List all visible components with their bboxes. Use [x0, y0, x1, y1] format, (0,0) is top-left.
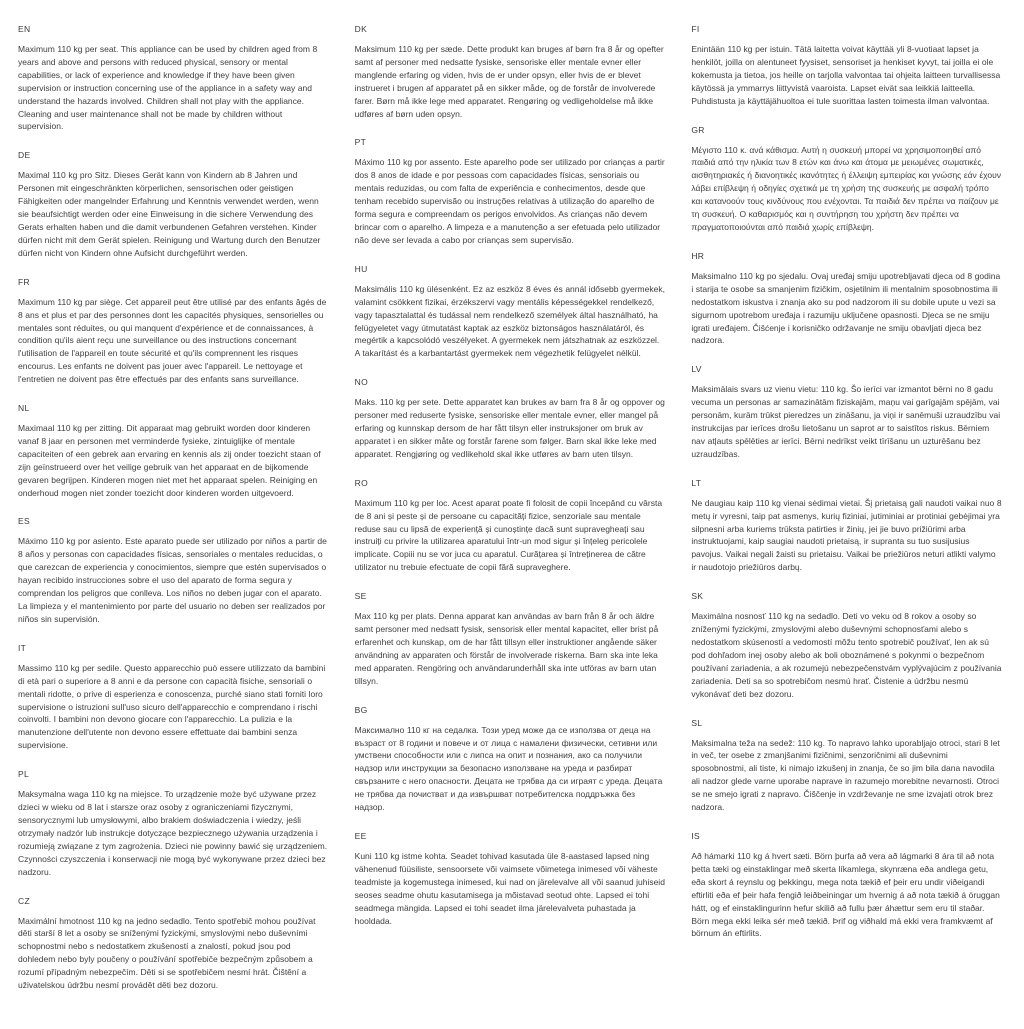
language-block-it [18, 643, 329, 752]
language-code: SE [354, 591, 367, 602]
text-columns [18, 24, 1002, 1009]
language-text: Massimo 110 kg per sedile. Questo apparecchio può essere utilizzato da bambini di età pari o superiore a 8 anni e da persone con capacità fisiche, sensoriali o mentali ridotte, o prive di esperienza e conoscenza, purché siano stati forniti loro supervisione o istruzioni sull'uso sicuro dell'apparecchio e comprendano i rischi coinvolti. I bambini non devono giocare con l'apparecchio. La pulizia e la manutenzione dell'utente non devono essere effettuate dai bambini senza supervisione. [18, 662, 326, 751]
language-block-hr [691, 251, 1002, 347]
language-text: Max 110 kg per plats. Denna apparat kan användas av barn från 8 år och äldre samt personer med nedsatt fysisk, sensorisk eller mental kapacitet, eller brist på erfarenhet och kunskap, om de har fått tillsyn eller instruktioner angående säker användning av apparaten och förstår de involverade riskerna. Barn ska inte leka med apparaten. Rengöring och användarunderhåll ska inte utföras av barn utan tillsyn. [354, 611, 659, 686]
language-text: Að hámarki 110 kg á hvert sæti. Börn þurfa að vera að lágmarki 8 ára til að nota þetta tæki og einstaklingar með skerta líkamlega, skynræna eða andlega getu, eða skort á reynslu og þekkingu, mega nota tækið ef þeir eru undir viðeigandi eftirliti eða ef þeir hafa fengið leiðbeiningar um hvernig á að nota tækið á öruggan hátt, og ef einstaklingurinn hefur skilið að fullu þær áhættur sem eru til staðar. Börn mega ekki leika sér með tækið. Þrif og viðhald má ekki vera framkvæmt af börnum án eftirlits. [691, 850, 1000, 939]
language-block-ro [355, 478, 666, 574]
language-block-nl [18, 403, 329, 499]
language-text: Maximální hmotnost 110 kg na jedno sedadlo. Tento spotřebič mohou používat děti starší 8 let a osoby se sníženými fyzickými, smyslovými nebo duševními schopnostmi nebo s nedostatkem zkušeností a znalostí, pokud jsou pod dohledem nebo byly poučeny o používání spotřebiče bezpečným způsobem a rozumí případným nebezpečím. Děti si se spotřebičem nesmí hrát. Čištění a uživatelskou údržbu nesmí provádět děti bez dozoru. [18, 915, 316, 991]
language-code: EE [354, 830, 367, 841]
language-code: HU [354, 263, 368, 274]
language-block-en [18, 24, 329, 133]
language-block-gr [691, 125, 1002, 234]
column-right [691, 24, 1002, 957]
language-block-sl [691, 718, 1002, 814]
language-code: GR [691, 124, 705, 135]
language-text: Maximaal 110 kg per zitting. Dit apparaat mag gebruikt worden door kinderen vanaf 8 jaar en personen met verminderde fysieke, zintuiglijke of mentale capaciteiten of een gebrek aan ervaring en kennis als zij onder toezicht staan of zijn geïnstrueerd over het veilige gebruik van het apparaat en de bijkomende gevaren begrijpen. Kinderen mogen niet met het apparaat spelen. Reiniging en onderhoud mogen niet zonder toezicht door kinderen worden uitgevoerd. [18, 423, 321, 498]
language-text: Maximal 110 kg pro Sitz. Dieses Gerät kann von Kindern ab 8 Jahren und Personen mit eingeschränkten körperlichen, sensorischen oder geistigen Fähigkeiten oder mangelnder Erfahrung und Kenntnis verwendet werden, wenn sie beaufsichtigt werden oder eine Einweisung in die sichere Verwendung des Gerats erhalten haben und die damit verbundenen Gefahren verstehen. Kinder dürfen nicht mit dem Gerät spielen. Reinigung und Wartung durch den Benutzer dürfen nicht von Kindern ohne Aufsicht durchgeführt werden. [18, 170, 321, 258]
language-text: Maksimalna teža na sedež: 110 kg. To napravo lahko uporabljajo otroci, stari 8 let in več, ter osebe z zmanjšanimi fizičnimi, senzoričnimi ali duševnimi sposobnostmi, ali tiste, ki nimajo izkušenj in znanja, če so jim bila dana navodila ali nadzor glede varne uporabe naprave in razumejo morebitne nevarnosti. Otroci se ne smejo igrati z napravo. Čiščenje in vzdrževanje ne sme izvajati otrok brez nadzora. [691, 737, 1000, 813]
language-text: Максимално 110 кг на седалка. Този уред може да се използва от деца на възраст от 8 години и повече и от лица с намалени физически, сетивни или умствени способности или с липса на опит и познания, ако са получили надзор или инструкции за безопасно използване на уреда и разбират свързаните с него опасности. Децата не трябва да си играят с уреда. Децата не трябва да почистват и да извършват потребителска поддръжка без надзор. [354, 724, 663, 813]
language-block-cz [18, 896, 329, 992]
language-code: LV [691, 364, 702, 375]
language-block-no [355, 377, 666, 461]
language-block-fr [18, 277, 329, 386]
language-block-pl [18, 769, 329, 878]
language-code: SK [691, 591, 704, 602]
language-text: Enintään 110 kg per istuin. Tätä laitetta voivat käyttää yli 8-vuotiaat lapset ja henkilöt, joilla on alentuneet fyysiset, sensoriset ja henkiset kyvyt, tai joilla ei ole kokemusta ja tietoa, jos heille on tarjolla valvontaa tai ohjeita laitteen turvallisessa käytössä ja ymmarrys liittyvistä vaaroista. Lapset eivät saa leikkiä laitteella. Puhdistusta ja käyttäjähuoltoa ei tule suorittaa lasten toimesta ilman valvontaa. [691, 44, 1001, 106]
language-block-lv [691, 364, 1002, 460]
language-block-lt [691, 478, 1002, 574]
language-block-dk [355, 24, 666, 120]
language-text: Ne daugiau kaip 110 kg vienai sėdimai vietai. Šį prietaisą gali naudoti vaikai nuo 8 metų ir vyresni, taip pat asmenys, kurių fiziniai, jutiminiai ar protiniai gebėjimai yra silpnesni arba kuriems trūksta patirties ir žinių, jei jie buvo prižiūrimi arba instruktuojami, kaip saugiai naudoti prietaisą, ir supranta su tuo susijusius pavojus. Vaikai negali žaisti su prietaisu. Vaikai be priežiūros neturi atlikti valymo ir naudotojo priežiūros darbų. [691, 497, 1002, 573]
language-code: IS [691, 830, 700, 841]
language-code: NL [18, 403, 30, 414]
language-code: CZ [18, 895, 30, 906]
language-code: DK [354, 24, 368, 34]
language-block-fi [691, 24, 1002, 108]
language-code: DE [18, 150, 31, 161]
language-code: FI [691, 24, 700, 34]
language-code: BG [354, 704, 368, 715]
language-code: EN [18, 24, 31, 34]
language-block-pt [355, 137, 666, 246]
language-code: PL [18, 769, 29, 780]
language-code: RO [354, 477, 369, 488]
language-text: Maximálna nosnosť 110 kg na sedadlo. Deti vo veku od 8 rokov a osoby so zníženými fyzickými, zmyslovými alebo duševnými schopnosťami alebo s nedostatkom skúseností a vedomostí môžu tento spotrebič používať, len ak sú pod dohľadom inej osoby alebo ak boli oboznámené s pokynmi o bezpečnom používaní zariadenia, a ak rozumejú nebezpečenstvám vyplývajúcim z používania zariadenia. Deti sa so spotrebičom nesmú hrať. Čistenie a údržbu nesmú vykonávať deti bez dozoru. [691, 611, 1002, 699]
language-block-hu [355, 264, 666, 360]
language-text: Maximum 110 kg per seat. This appliance can be used by children aged from 8 years and above and persons with reduced physical, sensory or mental capabilities, or lack of experience and knowledge if they have been given supervision or instruction concerning use of the appliance in a safety way and understand the hazards involved. Children shall not play with the appliance. Cleaning and user maintenance shall not be made by children without supervision. [18, 44, 318, 132]
language-block-es [18, 516, 329, 625]
language-text: Maksimális 110 kg ülésenként. Ez az eszköz 8 éves és annál idősebb gyermekek, valamint csökkent fizikai, érzékszervi vagy mentális képességekkel rendelkező, vagy tapasztalattal és tudással nem rendelkező személyek által használható, ha felügyeletet vagy útmutatást kaptak az eszköz biztonságos használatáról, és megértik a kapcsolódó veszélyeket. A gyermekek nem játszhatnak az eszközzel. A takarítást és a karbantartást gyermekek nem végezhetik felügyelet nélkül. [354, 283, 665, 359]
language-text: Maks. 110 kg per sete. Dette apparatet kan brukes av barn fra 8 år og oppover og personer med reduserte fysiske, sensoriske eller mentale evner, eller mangel på erfaring og kunnskap dersom de har fått tilsyn eller instruksjoner om bruk av apparatet i en sikker måte og forstår farene som følger. Barn skal ikke leke med apparatet. Rengjøring og vedlikehold skal ikke utføres av barn uten tilsyn. [354, 397, 665, 459]
language-text: Maksimalno 110 kg po sjedalu. Ovaj uređaj smiju upotrebljavati djeca od 8 godina i starija te osobe sa smanjenim fizičkim, osjetilnim ili mentalnim sposobnostima ili nedostatkom iskustva i znanja ako su pod nadzorom ili su dobile upute u vezi sa sigurnom upotrebom uređaja i razumiju uključene opasnosti. Djeca se ne smiju igrati uređajem. Čišćenje i korisničko održavanje ne smiju obavljati djeca bez nadzora. [691, 270, 1001, 346]
language-code: IT [18, 642, 27, 653]
language-text: Máximo 110 kg por asiento. Este aparato puede ser utilizado por niños a partir de 8 años y personas con capacidades físicas, sensoriales o mentales reducidas, o que carezcan de experiencia y conocimientos, siempre que estén supervisados o hayan recibido instrucciones sobre el uso del aparato de forma segura y comprendan los peligros que conlleva. Los niños no deben jugar con el aparato. La limpieza y el mantenimiento por parte del usuario no deben ser realizados por niños sin supervisión. [18, 536, 327, 624]
language-block-ee [355, 831, 666, 927]
language-code: HR [691, 250, 705, 261]
language-text: Maksimālais svars uz vienu vietu: 110 kg. Šo ierīci var izmantot bērni no 8 gadu vecuma un personas ar samazinātām fiziskajām, maņu vai garīgajām spējām, vai personām, kurām trūkst pieredzes un zināšanu, ja viņi ir sanēmuši uzraudzību vai instrukcijas par ierīces drošu lietošanu un saprot ar to saistītos riskus. Bērniem nav atļauts spēlēties ar ierīci. Bērni nedrīkst veikt tīrīšanu un uzturēšanu bez uzraudzības. [691, 384, 1001, 459]
language-text: Maximum 110 kg par siège. Cet appareil peut être utilisé par des enfants âgés de 8 ans et plus et par des personnes dont les capacités physiques, sensorielles ou mentales sont réduites, ou qui manquent d'expérience et de connaissances, à condition qu'ils aient reçu une surveillance ou des instructions concernant l'utilisation de l'appareil en toute sécurité et qu'ils comprennent les risques encourus. Les enfants ne doivent pas jouer avec l'appareil. Le nettoyage et l'entretien ne doivent pas être effectués par des enfants sans surveillance. [18, 296, 327, 385]
language-block-is [691, 831, 1002, 940]
language-text: Máximo 110 kg por assento. Este aparelho pode ser utilizado por crianças a partir dos 8 anos de idade e por pessoas com capacidades físicas, sensoriais ou mentais reduzidas, ou com falta de experiência e conhecimentos, desde que tenham recebido supervisão ou instruções relativas à utilização do aparelho de forma segura e compreendam os perigos envolvidos. As crianças não devem brincar com o aparelho. A limpeza e a manutenção a ser efetuada pelo utilizador não deve ser levada a cabo por crianças sem supervisão. [354, 157, 665, 245]
language-text: Maksimum 110 kg per sæde. Dette produkt kan bruges af børn fra 8 år og opefter samt af personer med nedsatte fysiske, sensoriske eller mentale evner eller manglende erfaring og viden, hvis de er under opsyn, eller hvis de er blevet instrueret i brugen af apparatet på en sikker måde, og de forstår de involverede farer. Børn må ikke lege med apparatet. Rengøring og vedligeholdelse må ikke udføres af børn uden opsyn. [354, 44, 664, 119]
language-code: SL [691, 717, 703, 728]
language-text: Maximum 110 kg per loc. Acest aparat poate fi folosit de copii începând cu vârsta de 8 ani și peste și de persoane cu capacități fizice, senzoriale sau mentale reduse sau cu lipsă de experiență și cunoștințe dacă sunt supravegheați sau instruiți cu privire la utilizarea aparatului într-un mod sigur și înțeleg pericolele implicate. Copiii nu se vor juca cu aparatul. Curățarea și întreținerea de către utilizator nu trebuie efectuate de copii fără supraveghere. [354, 497, 663, 573]
language-code: ES [18, 516, 30, 527]
language-code: PT [354, 137, 367, 148]
column-middle [355, 24, 666, 944]
language-block-se [355, 591, 666, 687]
language-code: NO [354, 377, 369, 388]
language-text: Μέγιστο 110 κ. ανά κάθισμα. Αυτή η συσκευή μπορεί να χρησιμοποιηθεί από παιδιά από την ηλικία των 8 ετών και άνω και άτομα με μειωμένες σωματικές, αισθητηριακές ή διανοητικές ικανότητες ή έλλειψη εμπειρίας και γνώσης εάν έχουν λάβει επίβλεψη ή οδηγίες σχετικά με τη χρήση της συσκευής με ασφαλή τρόπο και κατανοούν τους κινδύνους που ενέχονται. Τα παιδιά δεν πρέπει να παίζουν με τη συσκευή. Ο καθαρισμός και η συντήρηση του χρήστη δεν πρέπει να πραγματοποιούνται από παιδιά χωρίς επίβλεψη. [691, 144, 1001, 232]
column-left [18, 24, 329, 1009]
language-code: FR [18, 276, 30, 287]
language-text: Kuni 110 kg istme kohta. Seadet tohivad kasutada üle 8-aastased lapsed ning vähenenud füüsiliste, sensoorsete või vaimsete võimetega inimesed või väheste teadmiste ja kogemustega inimesed, kui nad on järelevalve all või saanud juhiseid seoses seadme ohutu kasutamisega ja mõistavad seotud ohte. Lapsed ei tohi seadmega mängida. Lapsed ei tohi seadet ilma järelevalveta puhastada ja hooldada. [354, 850, 665, 926]
language-code: LT [691, 477, 702, 488]
language-block-sk [691, 591, 1002, 700]
language-block-de [18, 150, 329, 259]
language-block-bg [355, 705, 666, 814]
language-text: Maksymalna waga 110 kg na miejsce. To urządzenie może być używane przez dzieci w wieku od 8 lat i starsze oraz osoby z ograniczeniami fizycznymi, sensorycznymi lub umysłowymi, albo brakiem doświadczenia i wiedzy, jeśli otrzymały nadzór lub instrukcje dotyczące bezpiecznego używania urządzenia i rozumieją związane z tym zagrożenia. Dzieci nie powinny bawić się urządzeniem. Czynności czyszczenia i konserwacji nie mogą być wykonywane przez dzieci bez nadzoru. [18, 789, 328, 877]
